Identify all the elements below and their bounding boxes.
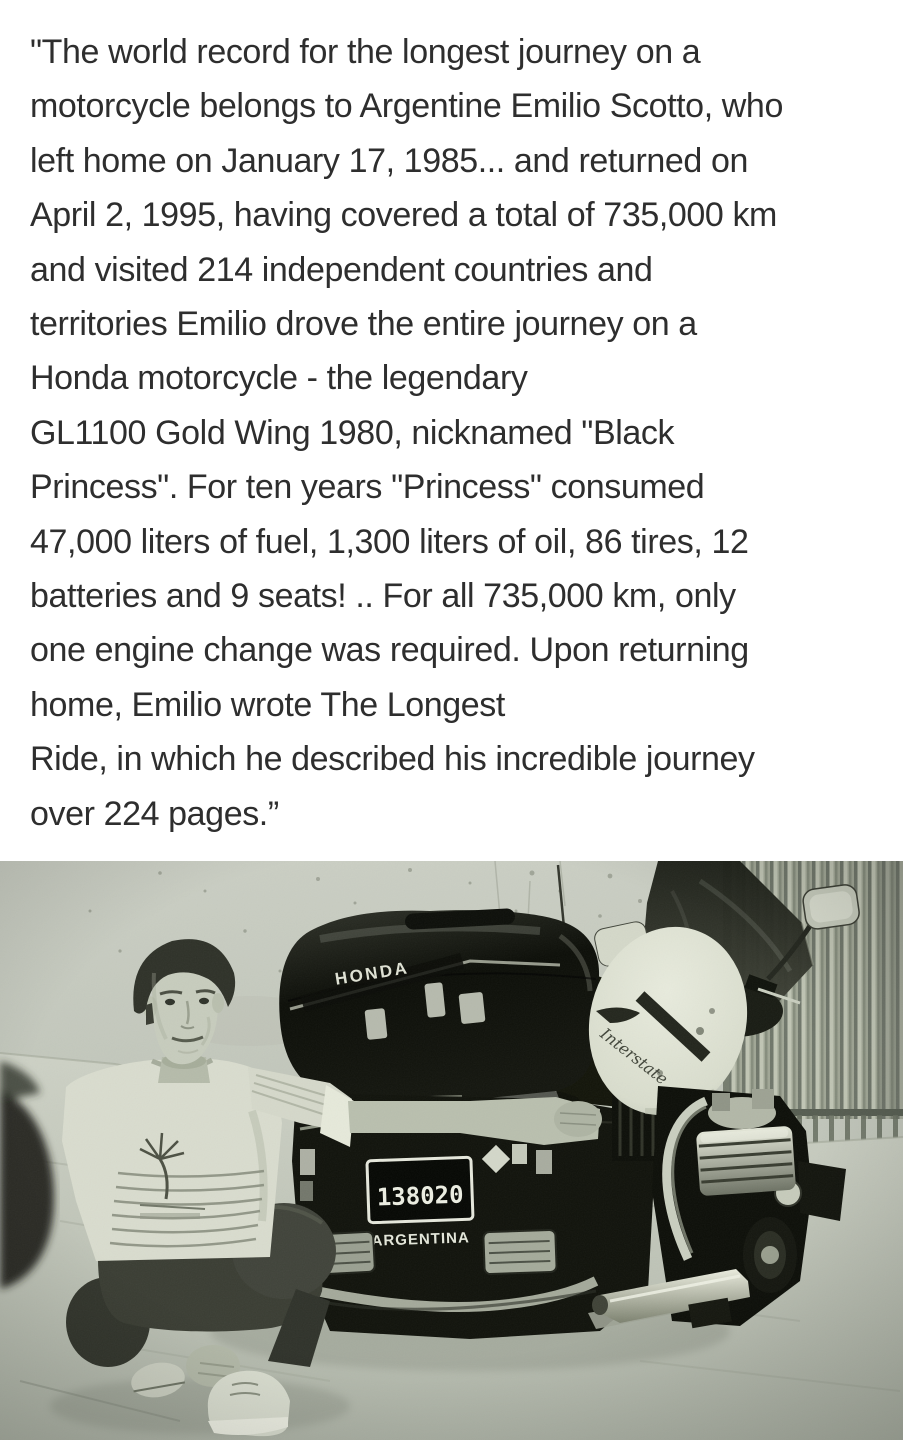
quote-line: territories Emilio drove the entire journey on a: [30, 305, 697, 344]
vignette-overlay: [0, 861, 903, 1440]
quote-line: April 2, 1995, having covered a total of 735,000 km: [30, 196, 777, 235]
quote-line: 47,000 liters of fuel, 1,300 liters of oil, 86 tires, 12: [30, 522, 749, 561]
quote-line: Honda motorcycle - the legendary: [30, 359, 528, 398]
quote-line: batteries and 9 seats! .. For all 735,000 km, only: [30, 577, 736, 616]
quote-line: and visited 214 independent countries and: [30, 250, 653, 289]
quote-line: motorcycle belongs to Argentine Emilio Scotto, who: [30, 87, 783, 126]
quote-line: GL1100 Gold Wing 1980, nicknamed "Black: [30, 413, 675, 452]
quote-line: home, Emilio wrote The Longest: [30, 685, 505, 724]
motorcycle-photo: [0, 861, 903, 1440]
quote-line: over 224 pages.”: [30, 794, 279, 833]
quote-line: Princess". For ten years "Princess" consumed: [30, 468, 705, 507]
quote-line: one engine change was required. Upon returning: [30, 631, 749, 670]
quote-line: Ride, in which he described his incredible journey: [30, 740, 755, 779]
quote-line: left home on January 17, 1985... and returned on: [30, 141, 748, 180]
quote-line: "The world record for the longest journey on a: [30, 33, 701, 71]
